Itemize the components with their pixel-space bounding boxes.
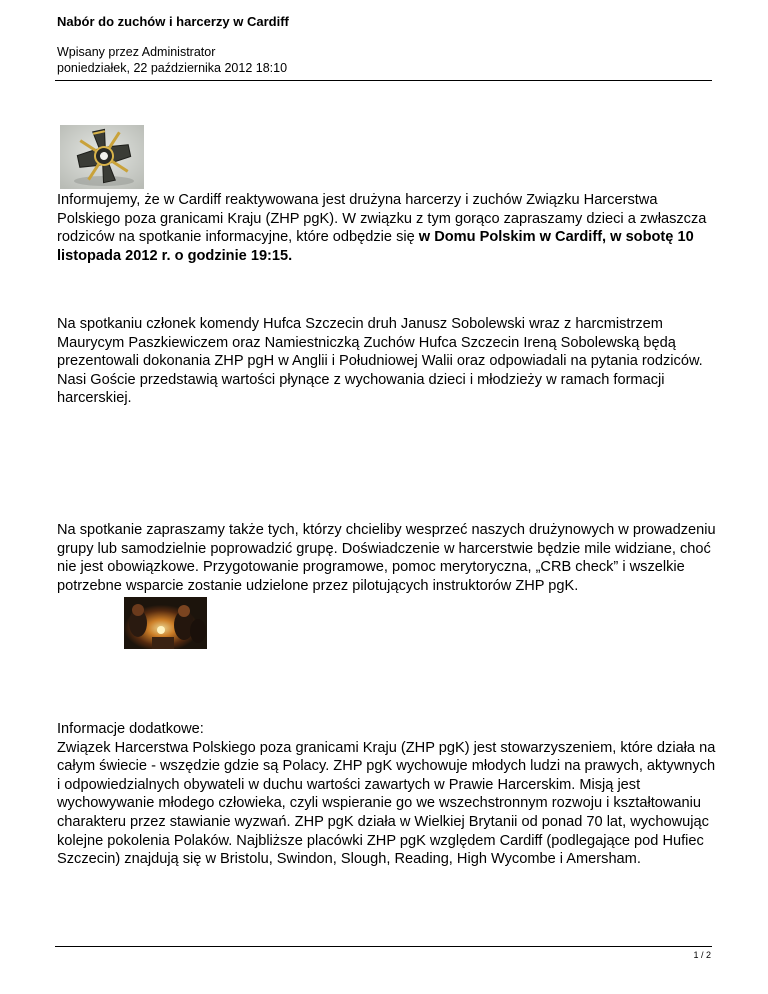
- campfire-image: [124, 597, 207, 649]
- additional-info-paragraph: [57, 720, 717, 869]
- intro-paragraph: [57, 191, 717, 265]
- page-title: Nabór do zuchów i harcerzy w Cardiff: [57, 14, 289, 29]
- intro-text: Informujemy, że w Cardiff reaktywowana jest drużyna harcerzy i zuchów Związku Harcerstwa Polskiego poza granicami Kraju (ZHP pgK). W związku z tym gorąco zapraszamy dzieci a zwłaszcza rodziców na spotkanie informacyjne, które odbędzie się: [57, 192, 707, 246]
- additional-info-text: Związek Harcerstwa Polskiego poza granicami Kraju (ZHP pgK) jest stowarzyszeniem, które działa na całym świecie - wszędzie gdzie są Polacy. ZHP pgK wychowuje młodych ludzi na prawych, aktywnych i odpowiedzialnych obywateli w duchu wartości zawartych w Prawie Harcerskim. Misją jest wychowywanie młodego człowieka, czyli wspieranie go we wszechstronnym rozwoju i kształtowaniu charakteru przez stawianie wyzwań. ZHP pgK działa w Wielkiej Brytanii od ponad 70 lat, wychowując kolejne pokolenia Polaków. Najbliższe placówki ZHP pgK względem Cardiff (podlegające pod Hufiec Szczecin) znajdują się w Bristolu, Swindon, Slough, Reading, High Wycombe i Amersham.: [57, 739, 716, 868]
- volunteer-paragraph: Na spotkanie zapraszamy także tych, którzy chcieliby wesprzeć naszych drużynowych w prowadzeniu grupy lub samodzielnie poprowadzić grupę. Doświadczenie w harcerstwie będzie mile widziane, choć nie jest obowiązkowe. Przygotowanie programowe, pomoc merytoryczna, „CRB check” i wszelkie potrzebne wsparcie zostanie udzielone przez pilotujących instruktorów ZHP pgK.: [57, 522, 716, 594]
- meeting-details: w Domu Polskim w Cardiff, w sobotę 10 listopada 2012 r. o godzinie 19:15.: [57, 229, 694, 264]
- meeting-paragraph: Na spotkaniu członek komendy Hufca Szczecin druh Janusz Sobolewski wraz z harcmistrzem Maurycym Paszkiewiczem oraz Namiestniczką Zuchów Hufca Szczecin Ireną Sobolewską będą prezentowali dokonania ZHP pgH w Anglii i Południowej Walii oraz odpowiadali na pytania rodziców. Nasi Goście przedstawią wartości płynące z wychowania dzieci i młodzieży w ramach formacji harcerskiej.: [57, 316, 703, 407]
- scout-cross-image: [60, 125, 144, 189]
- footer-divider: [55, 946, 712, 947]
- date-line: poniedziałek, 22 października 2012 18:10: [57, 61, 288, 75]
- additional-info-heading: Informacje dodatkowe:: [57, 721, 204, 737]
- author-line: Wpisany przez Administrator: [57, 45, 216, 59]
- header-divider: [55, 80, 712, 81]
- article-meta: [57, 44, 287, 76]
- page-number: 1 / 2: [693, 950, 711, 960]
